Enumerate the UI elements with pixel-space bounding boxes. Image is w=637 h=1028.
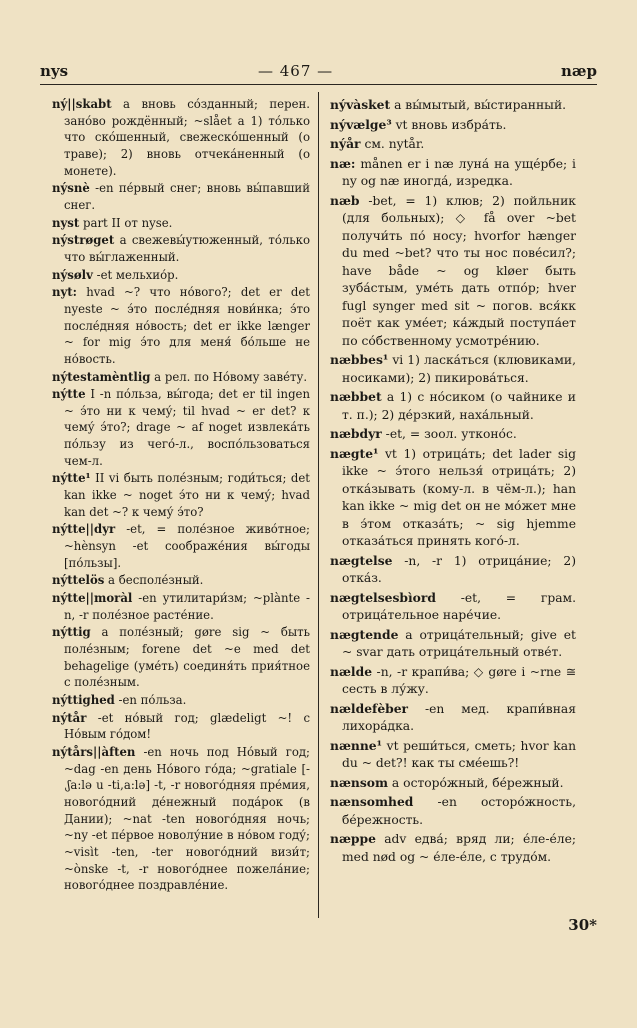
entry-definition: II vi быть поле́зным; годи́ться; det kan ikke ~ noget э́то ни к чему́; hvad kan det ~? к чему́ э́то?: [64, 471, 310, 519]
dictionary-entry: [330, 626, 576, 662]
dictionary-entry: [52, 710, 310, 743]
entry-headword: nýtårs||àften: [52, 744, 136, 759]
dictionary-entry: [330, 793, 576, 829]
entry-definition: -en по́льза.: [114, 692, 187, 707]
entry-definition: part II от nyse.: [79, 215, 173, 230]
entry-definition: a рел. по Но́вому заве́ту.: [150, 369, 308, 384]
entry-headword: næbbet: [330, 389, 382, 404]
dictionary-entry: [330, 155, 576, 191]
column-divider: [318, 92, 319, 918]
dictionary-entry: [52, 470, 310, 520]
entry-headword: nýtte¹: [52, 471, 91, 486]
entry-headword: nænsom: [330, 774, 389, 790]
entry-headword: nægte¹: [330, 445, 379, 461]
entry-definition: vt 1) отрица́ть; det lader sig ikke ~ э́того нельзя́ отрица́ть; 2) отка́зывать (кому-л. в чём-л.); han kan ikke ~ mig det он не мо́жет мне в э́том отказа́ть; ~ sig hjemme отказа́ться принять кого́-л.: [342, 446, 576, 548]
dictionary-entry: [52, 624, 310, 691]
entry-definition: a вновь со́зданный; перен. зано́во рождённый; ~slået a 1) то́лько что ско́шенный, свежеско́шенный (о траве); 2) вновь отчека́ненный (о монете).: [64, 97, 310, 178]
entry-headword: nýsnè: [52, 181, 90, 196]
entry-headword: næppe: [330, 831, 376, 846]
entry-headword: nýtte||dyr: [52, 522, 116, 537]
dictionary-entry: [330, 351, 576, 387]
dictionary-entry: [52, 590, 310, 623]
entry-definition: a бесполе́зный.: [104, 573, 204, 588]
entry-definition: -en пе́рвый снег; вновь вы́павший снег.: [64, 181, 310, 212]
entry-definition: a 1) с но́сиком (о чайнике и т. п.); 2) де́рзкий, наха́льный.: [342, 390, 576, 422]
dictionary-entry: [330, 192, 576, 351]
dictionary-entry: [330, 135, 576, 154]
dictionary-entry: [330, 737, 576, 773]
entry-headword: ný||skabt: [52, 97, 112, 111]
entry-headword: nýtår: [52, 710, 87, 725]
entry-headword: nýtte||moràl: [52, 591, 133, 606]
dictionary-entry: [330, 425, 576, 444]
entry-definition: a осторо́жный, бе́режный.: [388, 775, 564, 790]
entry-definition: -n, -r крапи́ва; ◇ gøre i ~rne ≅ сесть в лу́жу.: [342, 664, 576, 696]
entry-headword: nyt:: [52, 285, 78, 300]
dictionary-entry: [330, 96, 576, 115]
entry-headword: nældefèber: [330, 700, 409, 716]
dictionary-entry: [52, 369, 310, 386]
header-left-guideword: nys: [40, 62, 69, 80]
entry-definition: hvad ~? что но́вого?; det er det nyeste ~ э́то после́дняя нови́нка; э́то после́дняя но́вость; det er ikke længer ~ for mig э́то для меня́ бо́льше не но́вость.: [64, 285, 310, 366]
entry-headword: nýstrøget: [52, 233, 115, 248]
header-rule: [40, 84, 597, 85]
dictionary-entry: [52, 267, 310, 284]
dictionary-entry: [52, 96, 310, 179]
entry-definition: -en утилитари́зм; ~plànte -n, -r поле́зное расте́ние.: [64, 591, 310, 622]
entry-definition: a вы́мытый, вы́стиранный.: [390, 98, 567, 112]
entry-headword: nægtende: [330, 626, 399, 642]
entry-headword: nývælge³: [330, 116, 392, 132]
dictionary-entry: [52, 284, 310, 367]
dictionary-entry: [52, 215, 310, 232]
header-right-guideword: næp: [560, 62, 597, 80]
dictionary-entry: [52, 180, 310, 213]
entry-headword: næ:: [330, 155, 356, 171]
entry-definition: månen er i næ луна́ на ущéрбе; i ny og næ иногда́, изредка.: [342, 156, 576, 188]
entry-headword: nægtelse: [330, 552, 393, 568]
dictionary-entry: [330, 774, 576, 793]
dictionary-entry: [52, 386, 310, 469]
dictionary-entry: [330, 116, 576, 135]
right-column: [330, 96, 576, 867]
entry-headword: nælde: [330, 663, 373, 679]
dictionary-entry: [330, 445, 576, 551]
entry-definition: vt вновь избра́ть.: [391, 117, 507, 132]
entry-definition: -bet, = 1) клюв; 2) пойльник (для больных); ◇ få over ~bet получи́ть по́ носу; hvorfor hænger du med ~bet? что ты нос пове́сил?; have både ~ og kløer быть зуба́стым, уме́ть дать отпо́р; hver fugl synger med sit ~ погов. вся́кк поёт как уме́ет; ка́ждый поступа́ет по со́бственному усмотре́нию.: [342, 193, 576, 348]
entry-definition: см. nytår.: [360, 137, 425, 151]
dictionary-entry: [52, 744, 310, 894]
entry-headword: nýttelös: [52, 573, 105, 588]
entry-definition: a свежевы́утюженный, то́лько что вы́глаженный.: [64, 233, 310, 264]
entry-definition: vt реши́ться, сметь; hvor kan du ~ det?! как ты сме́ешь?!: [342, 738, 576, 770]
page-number: — 467 —: [258, 62, 334, 80]
entry-definition: I -n по́льза, вы́года; det er til ingen ~ э́то ни к чему́; til hvad ~ er det? к чему́ э́то?; drage ~ af noget извлека́ть по́льзу из чего́-л., воспо́льзоваться чем-л.: [64, 387, 310, 468]
entry-headword: næbbes¹: [330, 352, 389, 367]
entry-definition: -et, = зоол. утконо́с.: [381, 427, 517, 441]
entry-headword: nýsølv: [52, 267, 93, 282]
entry-definition: -et, = грам. отрица́тельное наре́чие.: [342, 590, 576, 622]
entry-definition: -en ночь под Но́вый год; ~dag -en день Но́вого го́да; ~gratiale [-ˌʃa:lə u -ti,a:lə] -t, -r нового́дняя пре́мия, нового́дний де́нежный пода́рок (в Дании); ~nat -ten нового́дняя ночь; ~ny -et пе́рвое новолу́ние в но́вом году́; ~visìt -ten, -ter нового́дний визи́т; ~ònske -t, -r нового́днее пожела́ние; нового́днее поздравле́ние.: [64, 744, 310, 893]
entry-definition: vi 1) ласка́ться (клювиками, носиками); 2) пикирова́ться.: [342, 353, 576, 385]
dictionary-entry: [330, 830, 576, 866]
entry-definition: -en осторо́жность, бе́режность.: [342, 795, 576, 827]
dictionary-entry: [330, 663, 576, 699]
entry-headword: nýttig: [52, 625, 91, 640]
entry-headword: nyst: [52, 215, 80, 230]
dictionary-entry: [330, 552, 576, 588]
dictionary-entry: [52, 572, 310, 589]
entry-headword: nýtte: [52, 387, 86, 402]
left-column: [52, 96, 310, 895]
dictionary-entry: [330, 589, 576, 625]
entry-definition: -et, = поле́зное живо́тное; ~hènsyn -et соображе́ния вы́годы [по́льзы].: [64, 522, 310, 570]
entry-headword: nýtestamèntlig: [52, 369, 151, 384]
dictionary-entry: [330, 700, 576, 736]
entry-headword: nænsomhed: [330, 794, 414, 809]
entry-definition: a отрица́тельный; give et ~ svar дать отрица́тельный отве́т.: [342, 627, 576, 659]
entry-definition: -et но́вый год; glædeligt ~! с Но́вым го́дом!: [64, 710, 310, 742]
entry-definition: adv едва́; вряд ли; е́ле-е́ле; med nød og ~ е́ле-е́ле, с трудо́м.: [342, 832, 576, 864]
entry-definition: -et мельхио́р.: [92, 267, 179, 282]
entry-headword: nývàsket: [330, 97, 391, 112]
dictionary-entry: [52, 232, 310, 265]
entry-headword: nægtelsesbìord: [330, 589, 436, 605]
entry-headword: næbdyr: [330, 426, 382, 441]
entry-headword: nýttighed: [52, 692, 115, 707]
dictionary-entry: [330, 388, 576, 424]
entry-definition: -en мед. крапи́вная лихора́дка.: [342, 701, 576, 733]
entry-definition: a поле́зный; gøre sig ~ быть поле́зным; forene det ~e med det behagelige (уме́ть) соединя́ть прия́тное с поле́зным.: [64, 625, 310, 690]
entry-headword: nænne¹: [330, 737, 383, 753]
entry-headword: nýår: [330, 136, 361, 151]
signature-mark: 30*: [568, 916, 597, 934]
dictionary-entry: [52, 521, 310, 571]
dictionary-entry: [52, 692, 310, 709]
entry-headword: næb: [330, 192, 360, 208]
entry-definition: -n, -r 1) отрица́ние; 2) отка́з.: [342, 553, 576, 585]
